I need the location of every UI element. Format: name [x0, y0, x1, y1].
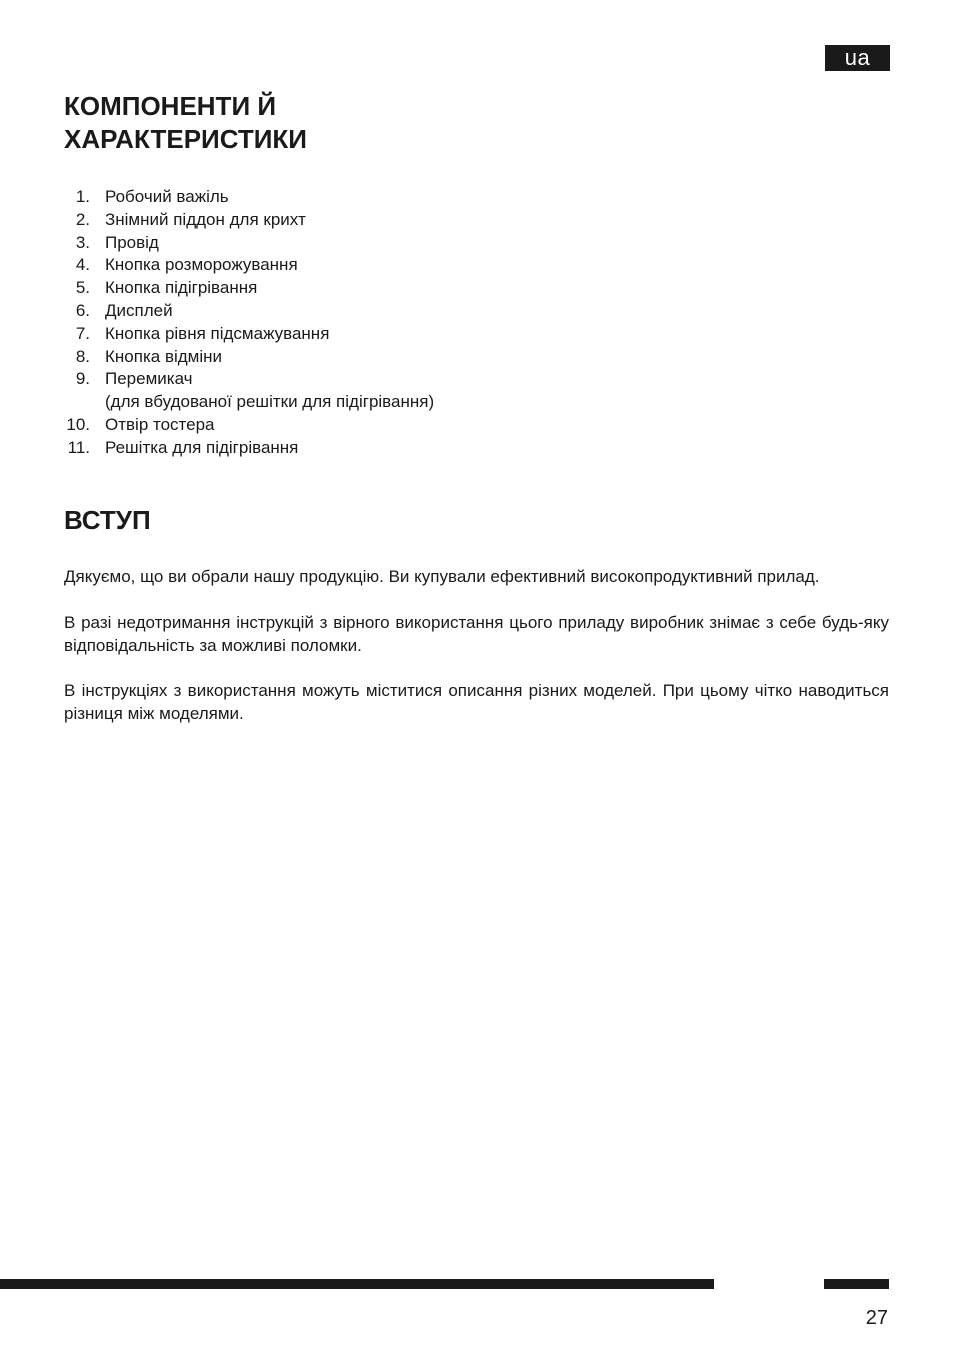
list-item-number: 10.: [66, 414, 90, 434]
list-item-text-line: Кнопка рівня підсмажування: [105, 323, 330, 343]
list-item-text-line: Дисплей: [105, 300, 173, 320]
page-number: 27: [865, 1307, 888, 1329]
list-item-text: [105, 323, 329, 346]
list-item: [64, 368, 434, 414]
components-heading-line1: КОМПОНЕНТИ Й: [64, 91, 277, 121]
footer-rule-short: [824, 1279, 889, 1289]
list-item-number: 6.: [75, 300, 90, 320]
list-item: [64, 414, 434, 437]
list-item: [64, 437, 434, 460]
list-item-text: [105, 209, 306, 232]
list-item: [64, 232, 434, 255]
intro-heading-text: ВСТУП: [64, 505, 151, 535]
intro-heading: [64, 504, 151, 537]
list-item-text-line: Перемикач: [105, 369, 193, 389]
list-item-text-line: Робочий важіль: [105, 187, 229, 206]
list-item: [64, 186, 434, 209]
list-item-text: [105, 346, 222, 369]
intro-paragraph-3: В інструкціях з використання можуть міститися описання різних моделей. При цьому чітко наводиться різниця між моделями.: [64, 681, 889, 723]
list-item-number: 8.: [75, 346, 90, 366]
list-item-number: 9.: [75, 369, 90, 389]
list-item-text: [105, 232, 159, 255]
list-item-text-line: Кнопка відміни: [105, 346, 223, 366]
list-item-number: 5.: [75, 278, 90, 298]
list-item-text-line: Отвір тостера: [105, 414, 215, 434]
list-item: [64, 300, 434, 323]
list-item-number: 3.: [75, 232, 90, 252]
list-item-text: [105, 300, 173, 323]
list-item-text-line: Провід: [105, 232, 159, 252]
intro-paragraph-1: Дякуємо, що ви обрали нашу продукцію. Ви купували ефективний високопродуктивний прилад.: [64, 567, 820, 586]
list-item: [64, 254, 434, 277]
list-item: [64, 346, 434, 369]
list-item: [64, 323, 434, 346]
intro-paragraph-2: В разі недотримання інструкцій з вірного використання цього приладу виробник знімає з себе будь-яку відповідальність за можливі поломки.: [64, 613, 889, 655]
list-item-number: 4.: [75, 255, 90, 275]
language-badge: ua: [825, 45, 890, 71]
list-item-text: [105, 368, 434, 414]
list-item: [64, 209, 434, 232]
list-item-text: [105, 277, 257, 300]
components-heading-line2: ХАРАКТЕРИСТИКИ: [64, 124, 307, 154]
list-item-text: [105, 186, 229, 209]
list-item-text-line: Кнопка підігрівання: [105, 278, 258, 298]
list-item-number: 2.: [75, 209, 90, 229]
list-item-text-line: Решітка для підігрівання: [105, 437, 299, 457]
components-list: [64, 186, 434, 460]
list-item-text: [105, 437, 298, 460]
list-item-number: 11.: [67, 437, 90, 457]
list-item-number: 7.: [75, 323, 90, 343]
list-item-text: [105, 254, 298, 277]
list-item-text-line: Кнопка розморожування: [105, 255, 298, 275]
list-item-text-line: Знімний піддон для крихт: [105, 209, 306, 229]
footer-rule-long: [0, 1279, 714, 1289]
list-item-text: [105, 414, 215, 437]
components-heading: [64, 90, 307, 156]
list-item: [64, 277, 434, 300]
list-item-text-line: (для вбудованої решітки для підігрівання): [105, 392, 435, 412]
list-item-number: 1.: [75, 187, 90, 206]
